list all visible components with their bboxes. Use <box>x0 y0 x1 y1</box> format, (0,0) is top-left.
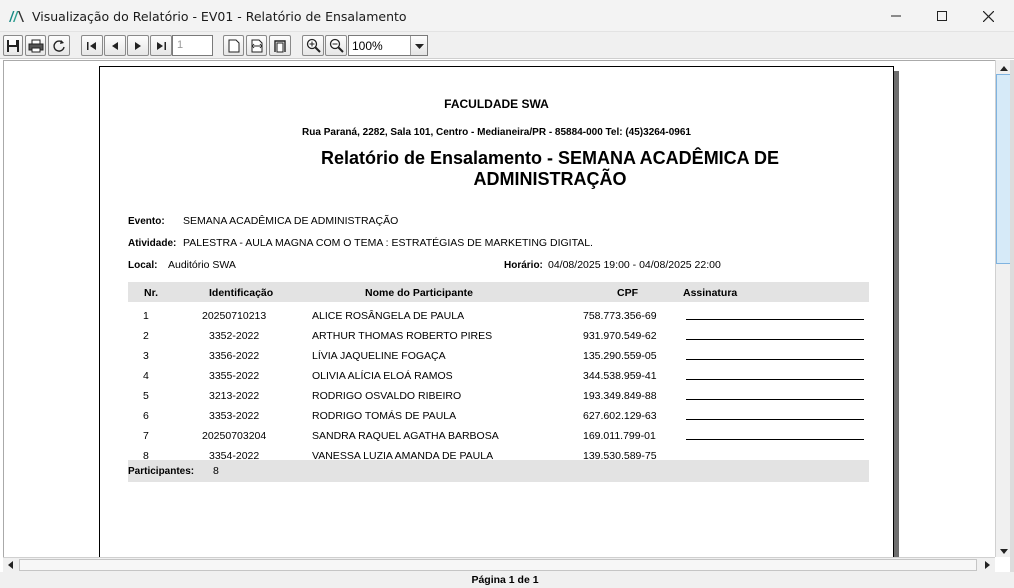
row-id: 20250703204 <box>202 430 267 442</box>
row-cpf: 344.538.959-41 <box>583 370 657 382</box>
row-cpf: 169.011.799-01 <box>583 430 656 442</box>
table-row <box>128 327 869 347</box>
first-page-button[interactable] <box>81 35 103 56</box>
table-row <box>128 367 869 387</box>
close-button[interactable] <box>965 0 1011 32</box>
table-row <box>128 307 869 327</box>
participants-label: Participantes: <box>128 466 195 477</box>
row-name: LÍVIA JAQUELINE FOGAÇA <box>312 350 446 362</box>
arrow-right-icon <box>985 558 990 572</box>
next-page-icon <box>132 40 144 52</box>
row-id: 3352-2022 <box>209 330 260 342</box>
row-cpf: 139.530.589-75 <box>583 450 657 460</box>
row-id: 3355-2022 <box>209 370 260 382</box>
table-row <box>128 427 869 447</box>
row-name: RODRIGO OSVALDO RIBEIRO <box>312 390 462 402</box>
activity-value: PALESTRA - AULA MAGNA COM O TEMA : ESTRATÉGIAS DE MARKETING DIGITAL. <box>183 237 593 249</box>
page-width-icon <box>250 39 264 53</box>
row-id: 3356-2022 <box>209 350 260 362</box>
save-icon <box>6 39 20 53</box>
scroll-down-button[interactable] <box>996 543 1011 557</box>
row-cpf: 931.970.549-62 <box>583 330 657 342</box>
vertical-scrollbar[interactable] <box>995 60 1010 557</box>
scroll-left-button[interactable] <box>3 558 18 572</box>
row-nr: 6 <box>143 410 149 422</box>
chevron-down-icon <box>415 39 424 53</box>
signature-line <box>686 339 864 340</box>
column-header-signature: Assinatura <box>683 287 738 299</box>
schedule-value: 04/08/2025 19:00 - 04/08/2025 22:00 <box>548 259 721 271</box>
last-page-button[interactable] <box>150 35 172 56</box>
signature-line <box>686 399 864 400</box>
row-nr: 5 <box>143 390 149 402</box>
horizontal-scroll-thumb[interactable] <box>19 559 977 571</box>
row-nr: 4 <box>143 370 149 382</box>
table-row <box>128 387 869 407</box>
scroll-up-button[interactable] <box>996 60 1011 74</box>
page-width-button[interactable] <box>246 35 267 56</box>
report-title: Relatório de Ensalamento - SEMANA ACADÊMICA DE ADMINISTRAÇÃO <box>320 148 780 189</box>
row-nr: 8 <box>143 450 149 460</box>
column-header-id: Identificação <box>209 287 274 299</box>
row-cpf: 135.290.559-05 <box>583 350 657 362</box>
window-edge <box>1010 60 1014 572</box>
signature-line <box>686 439 864 440</box>
event-value: SEMANA ACADÊMICA DE ADMINISTRAÇÃO <box>183 215 399 227</box>
activity-label: Atividade: <box>128 238 177 249</box>
row-cpf: 758.773.356-69 <box>583 310 657 322</box>
signature-line <box>686 419 864 420</box>
arrow-up-icon <box>1000 60 1008 74</box>
refresh-icon <box>52 39 66 53</box>
prev-page-button[interactable] <box>104 35 126 56</box>
last-page-icon <box>155 40 167 52</box>
participants-count: 8 <box>213 465 219 477</box>
scroll-right-button[interactable] <box>980 558 995 572</box>
arrow-down-icon <box>1000 543 1008 557</box>
row-name: SANDRA RAQUEL AGATHA BARBOSA <box>312 430 499 442</box>
two-page-button[interactable] <box>269 35 291 56</box>
arrow-left-icon <box>8 558 13 572</box>
report-organization: FACULDADE SWA <box>444 97 549 111</box>
row-name: OLIVIA ALÍCIA ELOÁ RAMOS <box>312 370 453 382</box>
row-id: 20250710213 <box>202 310 267 322</box>
row-nr: 3 <box>143 350 149 362</box>
row-id: 3354-2022 <box>209 450 260 460</box>
location-value: Auditório SWA <box>168 259 236 271</box>
row-name: VANESSA LUZIA AMANDA DE PAULA <box>312 450 494 460</box>
page-number-input[interactable]: 1 <box>172 35 213 56</box>
row-nr: 2 <box>143 330 149 342</box>
signature-line <box>686 379 864 380</box>
next-page-button[interactable] <box>127 35 149 56</box>
zoom-out-button[interactable] <box>325 35 347 56</box>
vertical-scroll-thumb[interactable] <box>996 74 1011 264</box>
single-page-icon <box>228 39 240 53</box>
report-address: Rua Paraná, 2282, Sala 101, Centro - Medianeira/PR - 85884-000 Tel: (45)3264-0961 <box>302 127 691 138</box>
row-name: RODRIGO TOMÁS DE PAULA <box>312 410 457 422</box>
print-button[interactable] <box>25 35 46 56</box>
signature-line <box>686 359 864 360</box>
title-bar <box>0 0 1014 32</box>
zoom-in-icon <box>306 38 321 53</box>
report-page <box>99 66 894 557</box>
maximize-button[interactable] <box>919 0 965 32</box>
zoom-in-button[interactable] <box>302 35 324 56</box>
table-row <box>128 447 869 460</box>
status-bar <box>0 572 1014 588</box>
row-name: ALICE ROSÂNGELA DE PAULA <box>312 310 465 322</box>
column-header-nr: Nr. <box>144 287 159 299</box>
schedule-label: Horário: <box>504 260 543 271</box>
row-cpf: 627.602.129-63 <box>583 410 657 422</box>
two-page-icon <box>273 39 287 53</box>
prev-page-icon <box>109 40 121 52</box>
participants-summary <box>128 460 869 482</box>
minimize-button[interactable] <box>873 0 919 32</box>
report-toolbar <box>0 32 1014 59</box>
event-label: Evento: <box>128 216 165 227</box>
page-info: Página 1 de 1 <box>471 574 539 586</box>
column-header-cpf: CPF <box>617 287 638 299</box>
location-label: Local: <box>128 260 158 271</box>
report-viewer[interactable] <box>3 60 995 557</box>
horizontal-scrollbar[interactable] <box>3 557 995 572</box>
row-id: 3353-2022 <box>209 410 260 422</box>
zoom-out-icon <box>329 38 344 53</box>
row-cpf: 193.349.849-88 <box>583 390 657 402</box>
row-nr: 7 <box>143 430 149 442</box>
row-nr: 1 <box>143 310 149 322</box>
single-page-button[interactable] <box>223 35 244 56</box>
table-row <box>128 347 869 367</box>
window-title: Visualização do Relatório - EV01 - Relatório de Ensalamento <box>32 9 407 24</box>
refresh-button[interactable] <box>48 35 70 56</box>
zoom-dropdown-arrow[interactable] <box>410 36 427 55</box>
column-header-name: Nome do Participante <box>365 287 473 299</box>
save-button[interactable] <box>3 35 23 56</box>
table-row <box>128 407 869 427</box>
print-icon <box>28 39 44 53</box>
app-logo-icon <box>8 8 26 24</box>
row-name: ARTHUR THOMAS ROBERTO PIRES <box>312 330 493 342</box>
table-header <box>128 282 869 302</box>
zoom-select[interactable] <box>348 35 428 56</box>
row-id: 3213-2022 <box>209 390 260 402</box>
zoom-value: 100% <box>352 39 383 53</box>
first-page-icon <box>86 40 98 52</box>
signature-line <box>686 319 864 320</box>
